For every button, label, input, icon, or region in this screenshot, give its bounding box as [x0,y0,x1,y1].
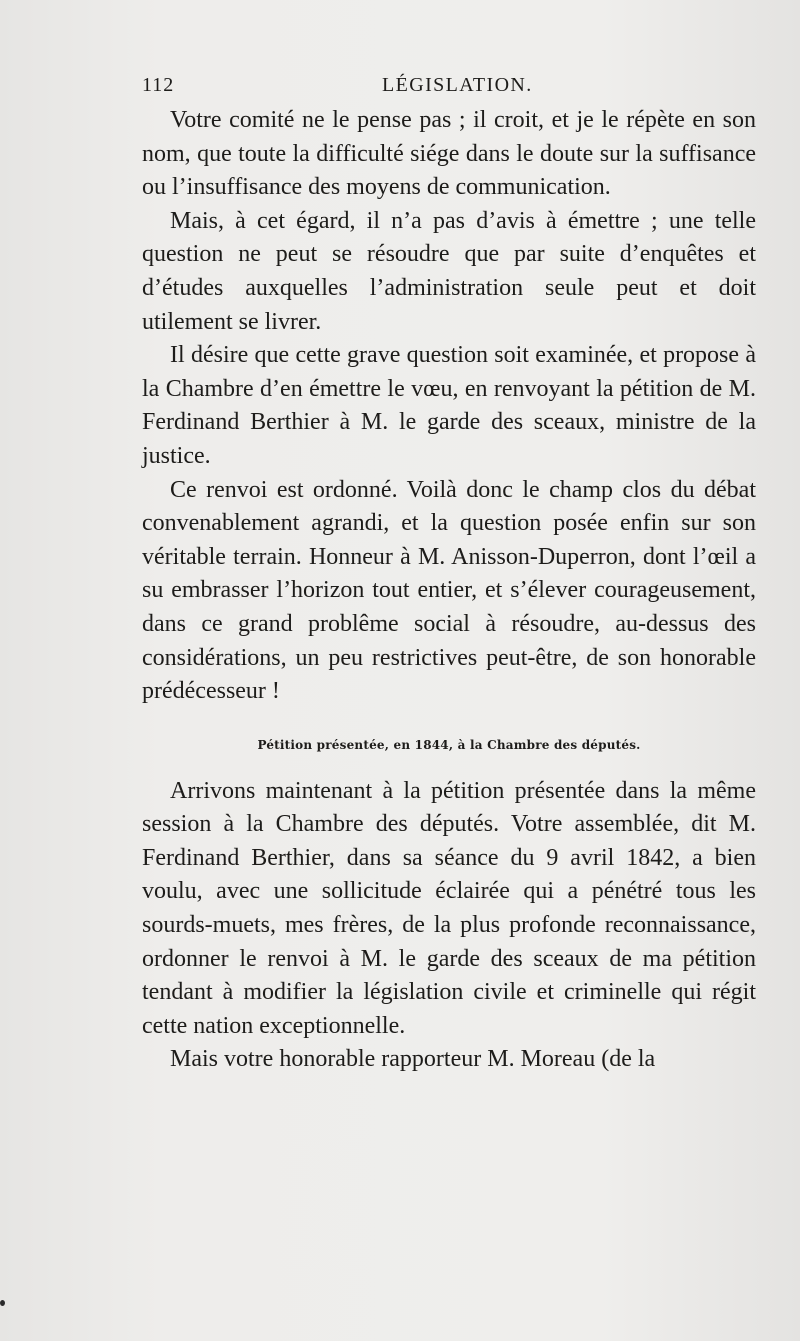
paragraph: Ce renvoi est ordonné. Voilà donc le champ clos du débat convenablement agrandi, et la question posée enfin sur son véritable terrain. Honneur à M. Anisson-Duperron, dont l’œil a su embrasser l’horizon tout entier, et s’élever courageusement, dans ce grand problême social à résoudre, au-dessus des considérations, un peu restrictives peut-être, de son honorable prédécesseur ! [142,476,756,705]
paragraph: Mais, à cet égard, il n’a pas d’avis à émettre ; une telle question ne peut se résoudre que par suite d’enquêtes et d’études auxquelles l’administration seule peut et doit utilement se livrer. [142,207,756,335]
paragraph: Mais votre honorable rapporteur M. Moreau (de la [170,1046,656,1073]
page-header [142,70,756,100]
ink-speck [0,1300,5,1306]
running-head: LÉGISLATION. [382,74,533,96]
paragraph: Votre comité ne le pense pas ; il croit, et je le répète en son nom, que toute la difficulté siége dans le doute sur la suffisance ou l’insuffisance des moyens de communication. [142,107,756,201]
paragraph: Il désire que cette grave question soit examinée, et propose à la Chambre d’en émettre le vœu, en renvoyant la pétition de M. Ferdinand Berthier à M. le garde des sceaux, ministre de la justice. [142,342,756,469]
body-text [142,104,756,1077]
section-subheading: Pétition présentée, en 1844, à la Chambre des députés. [257,737,641,752]
paragraph: Arrivons maintenant à la pétition présentée dans la même session à la Chambre des députés. Votre assemblée, dit M. Ferdinand Berthier, dans sa séance du 9 avril 1842, a bien voulu, avec une sollicitude éclairée qui a pénétré tous les sourds-muets, mes frères, de la plus profonde reconnaissance, ordonner le renvoi à M. le garde des sceaux de ma pétition tendant à modifier la législation civile et criminelle qui régit cette nation exceptionnelle. [142,777,756,1039]
page-number: 112 [142,74,175,96]
